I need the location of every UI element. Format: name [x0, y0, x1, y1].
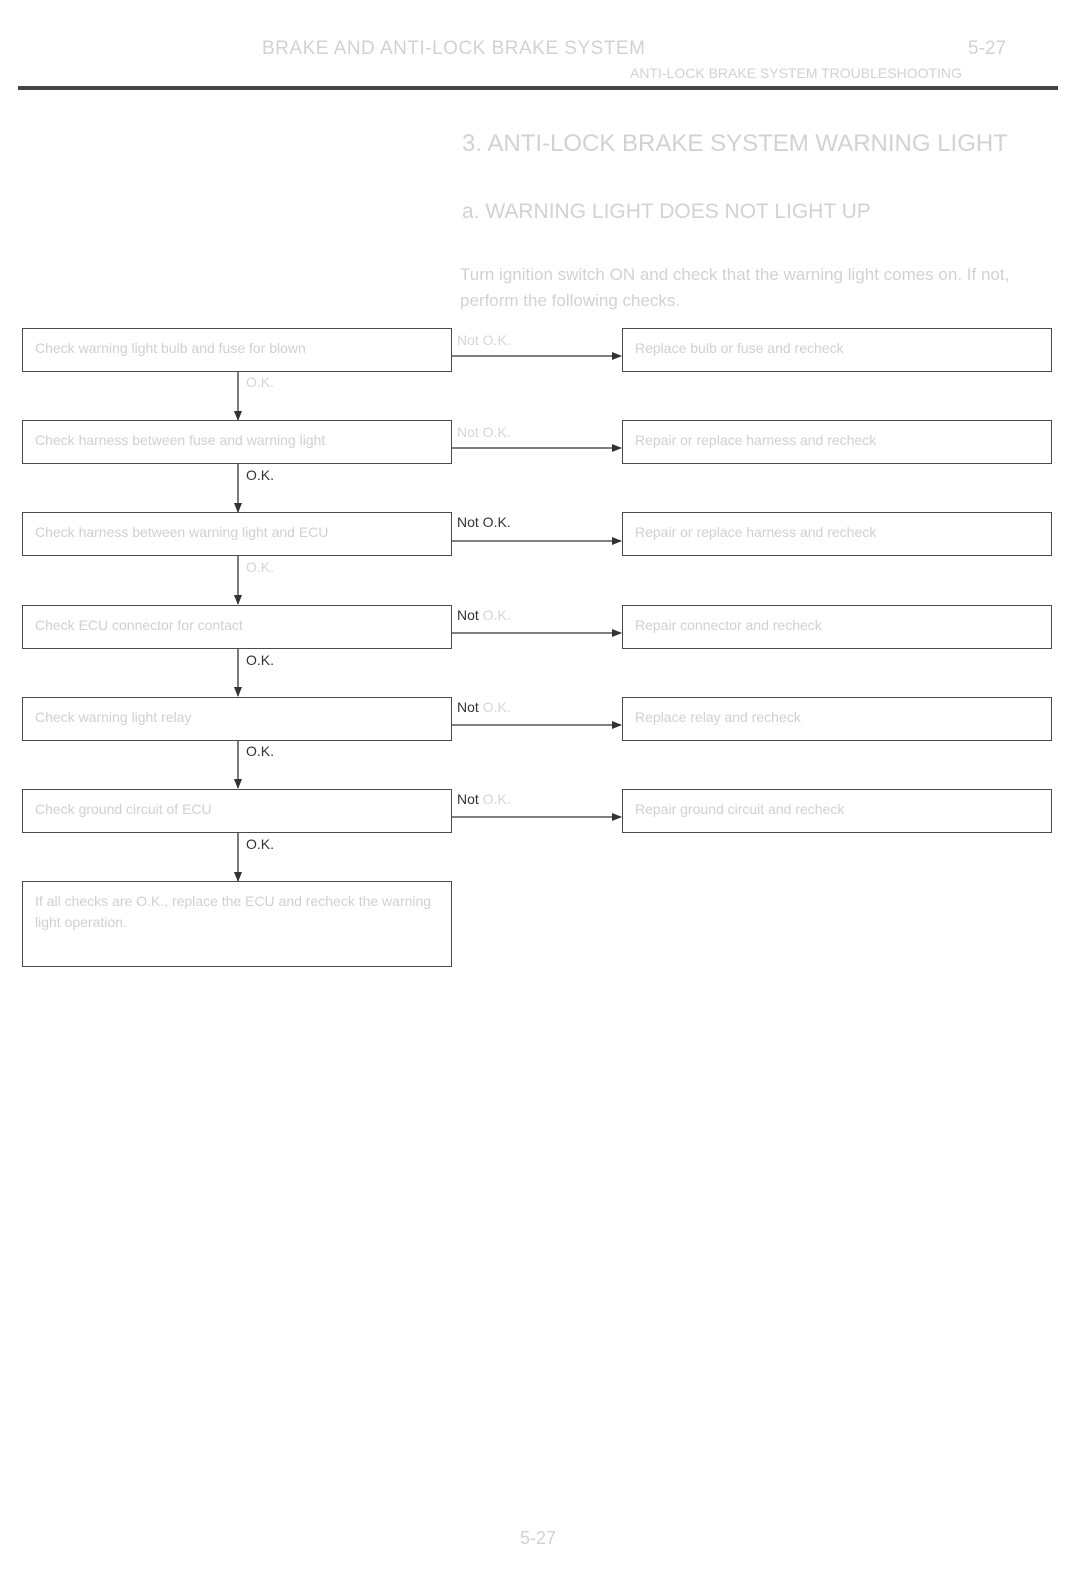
remedy-text-1: Replace bulb or fuse and recheck: [635, 340, 844, 356]
page-number: 5-27: [520, 1528, 557, 1548]
ok-label-5: O.K.: [246, 743, 275, 759]
ok-label-2: O.K.: [246, 467, 275, 483]
header-page-ref: 5-27: [968, 38, 1007, 59]
check-box-2: [22, 420, 452, 464]
remedy-text-5: Replace relay and recheck: [635, 709, 801, 725]
check-text-5: Check warning light relay: [35, 709, 192, 725]
ok-label-4: O.K.: [246, 652, 275, 668]
remedy-box-5: [622, 697, 1052, 741]
not-ok-label-6-second: O.K.: [478, 791, 511, 807]
section-subtitle: a. WARNING LIGHT DOES NOT LIGHT UP: [462, 200, 871, 223]
not-ok-label-1-first: Not: [457, 332, 479, 348]
check-box-6: [22, 789, 452, 833]
remedy-box-6: [622, 789, 1052, 833]
section-intro: Turn ignition switch ON and check that the warning light comes on. If not, perform the following checks.: [460, 265, 1010, 310]
remedy-box-4: [622, 605, 1052, 649]
not-ok-label-1-second: O.K.: [478, 332, 511, 348]
check-box-5: [22, 697, 452, 741]
not-ok-label-6: [457, 791, 511, 807]
ok-label-3: O.K.: [246, 559, 275, 575]
not-ok-label-5: [457, 699, 511, 715]
check-text-1: Check warning light bulb and fuse for blown: [35, 340, 306, 356]
not-ok-label-4-first: Not: [457, 607, 479, 623]
remedy-text-4: Repair connector and recheck: [635, 617, 822, 633]
not-ok-label-4-second: O.K.: [478, 607, 511, 623]
check-box-3: [22, 512, 452, 556]
remedy-text-3: Repair or replace harness and recheck: [635, 524, 877, 540]
not-ok-label-2: [457, 424, 511, 440]
check-text-6: Check ground circuit of ECU: [35, 801, 212, 817]
final-box: [22, 881, 452, 967]
remedy-text-6: Repair ground circuit and recheck: [635, 801, 845, 817]
remedy-text-2: Repair or replace harness and recheck: [635, 432, 877, 448]
check-text-4: Check ECU connector for contact: [35, 617, 243, 633]
header-title: BRAKE AND ANTI-LOCK BRAKE SYSTEM: [262, 38, 646, 59]
remedy-box-1: [622, 328, 1052, 372]
section-title: 3. ANTI-LOCK BRAKE SYSTEM WARNING LIGHT: [462, 130, 1008, 157]
not-ok-label-3-first: Not: [457, 514, 479, 530]
remedy-box-2: [622, 420, 1052, 464]
not-ok-label-3: [457, 514, 511, 530]
header-subtitle: ANTI-LOCK BRAKE SYSTEM TROUBLESHOOTING: [630, 65, 962, 81]
remedy-box-3: [622, 512, 1052, 556]
final-text: If all checks are O.K., replace the ECU and recheck the warning light operation.: [35, 893, 432, 930]
ok-label-1: O.K.: [246, 374, 275, 390]
check-text-2: Check harness between fuse and warning light: [35, 432, 326, 448]
not-ok-label-2-second: O.K.: [478, 424, 511, 440]
check-box-4: [22, 605, 452, 649]
check-text-3: Check harness between warning light and ECU: [35, 524, 329, 540]
not-ok-label-3-second: O.K.: [478, 514, 511, 530]
ok-label-6: O.K.: [246, 836, 275, 852]
not-ok-label-2-first: Not: [457, 424, 479, 440]
not-ok-label-5-second: O.K.: [478, 699, 511, 715]
not-ok-label-5-first: Not: [457, 699, 479, 715]
check-box-1: [22, 328, 452, 372]
not-ok-label-1: [457, 332, 511, 348]
not-ok-label-4: [457, 607, 511, 623]
not-ok-label-6-first: Not: [457, 791, 479, 807]
